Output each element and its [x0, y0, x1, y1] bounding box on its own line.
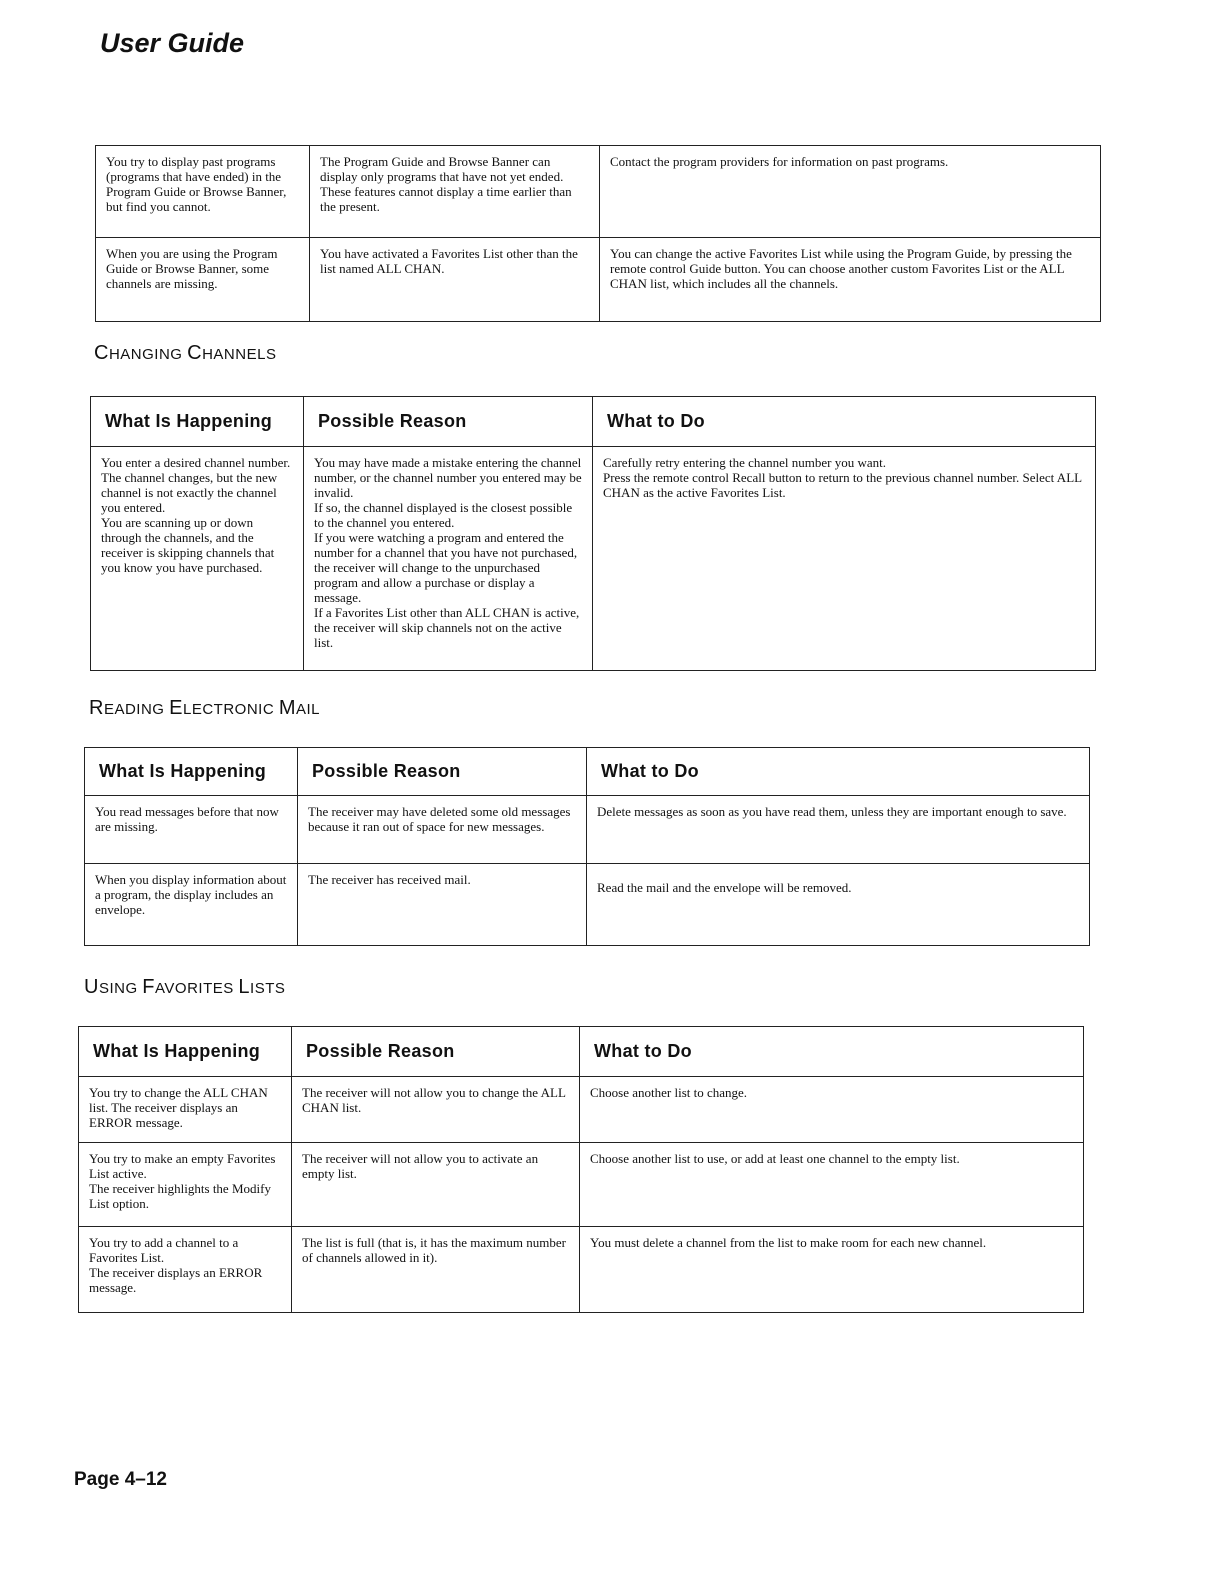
- cell-what-is-happening: When you display information about a program, the display includes an envelope.: [85, 864, 298, 946]
- troubleshooting-table-favorites-lists: [78, 1026, 1084, 1313]
- troubleshooting-table-reading-mail: [84, 747, 1090, 946]
- column-header-possible-reason: Possible Reason: [304, 397, 593, 447]
- title-initial: E: [169, 697, 183, 719]
- table-row: [79, 1077, 1084, 1143]
- column-header-what-to-do: What to Do: [593, 397, 1096, 447]
- title-rest: HANGING: [108, 346, 188, 363]
- column-header-what-is-happening: What Is Happening: [85, 748, 298, 796]
- table-row: [96, 238, 1101, 322]
- troubleshooting-table-changing-channels: [90, 396, 1096, 671]
- title-initial: U: [84, 976, 99, 998]
- cell-what-to-do: Carefully retry entering the channel number you want. Press the remote control Recall button to return to the previous channel number. Select ALL CHAN as the active Favorites List.: [593, 447, 1096, 671]
- title-rest: LECTRONIC: [182, 701, 279, 718]
- table-row: [85, 796, 1090, 864]
- cell-possible-reason: You have activated a Favorites List other than the list named ALL CHAN.: [310, 238, 600, 322]
- cell-what-is-happening: You try to add a channel to a Favorites List. The receiver displays an ERROR message.: [79, 1227, 292, 1313]
- cell-what-is-happening: You try to display past programs (programs that have ended) in the Program Guide or Browse Banner, but find you cannot.: [96, 146, 310, 238]
- table-header-row: [91, 397, 1096, 447]
- page-header-title: User Guide: [100, 28, 245, 58]
- cell-what-to-do: You can change the active Favorites List while using the Program Guide, by pressing the remote control Guide button. You can choose another custom Favorites List or the ALL CHAN list, which includes all the channels.: [600, 238, 1101, 322]
- section-title-using-favorites-lists: [84, 976, 285, 999]
- troubleshooting-table-program-guide: [95, 145, 1101, 322]
- cell-what-is-happening: You enter a desired channel number. The channel changes, but the new channel is not exactly the channel you entered. You are scanning up or down through the channels, and the receiver is skipping channels that you know you have purchased.: [91, 447, 304, 671]
- column-header-what-to-do: What to Do: [587, 748, 1090, 796]
- cell-possible-reason: The list is full (that is, it has the maximum number of channels allowed in it).: [292, 1227, 580, 1313]
- cell-what-is-happening: When you are using the Program Guide or Browse Banner, some channels are missing.: [96, 238, 310, 322]
- column-header-possible-reason: Possible Reason: [298, 748, 587, 796]
- cell-what-to-do: Choose another list to change.: [580, 1077, 1084, 1143]
- cell-what-to-do: Choose another list to use, or add at least one channel to the empty list.: [580, 1143, 1084, 1227]
- column-header-what-is-happening: What Is Happening: [79, 1027, 292, 1077]
- table-row: [79, 1143, 1084, 1227]
- cell-what-is-happening: You try to make an empty Favorites List active. The receiver highlights the Modify List option.: [79, 1143, 292, 1227]
- cell-possible-reason: The receiver may have deleted some old messages because it ran out of space for new messages.: [298, 796, 587, 864]
- column-header-what-is-happening: What Is Happening: [91, 397, 304, 447]
- cell-possible-reason: The Program Guide and Browse Banner can display only programs that have not yet ended. These features cannot display a time earlier than the present.: [310, 146, 600, 238]
- title-initial: R: [89, 697, 104, 719]
- title-initial: C: [187, 342, 203, 364]
- section-title-changing-channels: [94, 342, 276, 365]
- section-title-reading-electronic-mail: [89, 697, 320, 720]
- title-initial: M: [278, 697, 296, 719]
- cell-what-is-happening: You try to change the ALL CHAN list. The receiver displays an ERROR message.: [79, 1077, 292, 1143]
- table-row: [91, 447, 1096, 671]
- cell-possible-reason: The receiver will not allow you to change the ALL CHAN list.: [292, 1077, 580, 1143]
- title-rest: ISTS: [250, 980, 286, 997]
- column-header-what-to-do: What to Do: [580, 1027, 1084, 1077]
- cell-what-to-do: You must delete a channel from the list to make room for each new channel.: [580, 1227, 1084, 1313]
- table-row: [79, 1227, 1084, 1313]
- column-header-possible-reason: Possible Reason: [292, 1027, 580, 1077]
- title-rest: AIL: [296, 701, 321, 718]
- cell-possible-reason: The receiver will not allow you to activate an empty list.: [292, 1143, 580, 1227]
- table-header-row: [85, 748, 1090, 796]
- cell-possible-reason: You may have made a mistake entering the channel number, or the channel number you entered may be invalid. If so, the channel displayed is the closest possible to the channel you entered. If you were watching a program and entered the number for a channel that you have not purchased, the receiver will change to the unpurchased program and allow a purchase or display a message. If a Favorites List other than ALL CHAN is active, the receiver will skip channels not on the active list.: [304, 447, 593, 671]
- title-initial: L: [238, 976, 251, 998]
- cell-what-to-do: Contact the program providers for information on past programs.: [600, 146, 1101, 238]
- title-rest: AVORITES: [155, 980, 239, 997]
- title-initial: F: [142, 976, 156, 998]
- title-rest: EADING: [103, 701, 170, 718]
- title-initial: C: [94, 342, 109, 364]
- cell-what-is-happening: You read messages before that now are missing.: [85, 796, 298, 864]
- cell-what-to-do: Delete messages as soon as you have read them, unless they are important enough to save.: [587, 796, 1090, 864]
- table-header-row: [79, 1027, 1084, 1077]
- table-row: [85, 864, 1090, 946]
- table-row: [96, 146, 1101, 238]
- title-rest: HANNELS: [202, 346, 277, 363]
- cell-what-to-do: Read the mail and the envelope will be removed.: [587, 864, 1090, 946]
- cell-possible-reason: The receiver has received mail.: [298, 864, 587, 946]
- title-rest: SING: [98, 980, 143, 997]
- page-number: Page 4–12: [74, 1469, 167, 1490]
